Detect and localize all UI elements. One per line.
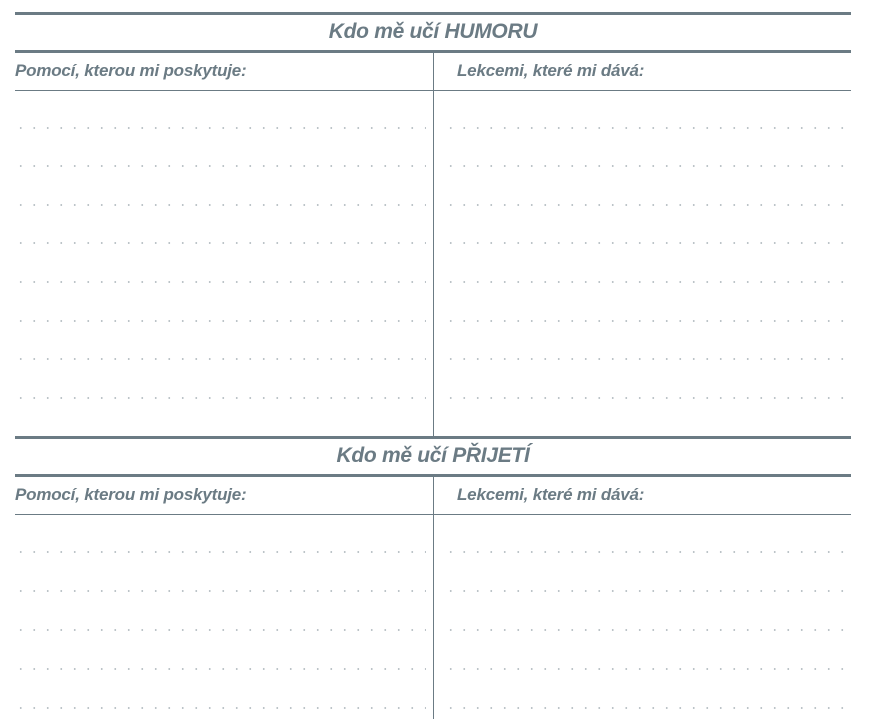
- section-2-right-dotted-line-5[interactable]: [444, 707, 854, 709]
- section-2-left-dotted-line-1[interactable]: [14, 551, 426, 553]
- section-1-left-dotted-line-3[interactable]: [14, 204, 426, 206]
- section-1-right-dotted-line-2[interactable]: [444, 165, 854, 167]
- section-2-right-dotted-line-1[interactable]: [444, 551, 854, 553]
- section-2-title: Kdo mě učí PŘIJETÍ: [336, 444, 530, 467]
- section-1-left-dotted-line-1[interactable]: [14, 127, 426, 129]
- section-2-right-dotted-line-3[interactable]: [444, 629, 854, 631]
- section-1-left-dotted-line-2[interactable]: [14, 165, 426, 167]
- section-2-right-dotted-line-4[interactable]: [444, 668, 854, 670]
- section-1-right-dotted-line-6[interactable]: [444, 320, 854, 322]
- section-1-left-dotted-line-8[interactable]: [14, 397, 426, 399]
- section-2-right-header: Lekcemi, které mi dává:: [457, 485, 645, 504]
- section-1-left-dotted-line-7[interactable]: [14, 358, 426, 360]
- section-1-right-dotted-line-1[interactable]: [444, 127, 854, 129]
- section-2-left-dotted-line-2[interactable]: [14, 590, 426, 592]
- section-1-title: Kdo mě učí HUMORU: [328, 20, 538, 43]
- section-2-top-rule: [15, 436, 851, 439]
- section-2-right-dotted-line-2[interactable]: [444, 590, 854, 592]
- section-2-left-dotted-line-3[interactable]: [14, 629, 426, 631]
- section-1-top-rule: [15, 12, 851, 15]
- section-1-right-dotted-line-7[interactable]: [444, 358, 854, 360]
- section-2-left-dotted-line-5[interactable]: [14, 707, 426, 709]
- section-1-right-dotted-line-5[interactable]: [444, 281, 854, 283]
- section-1-left-dotted-line-6[interactable]: [14, 320, 426, 322]
- section-1-right-dotted-line-8[interactable]: [444, 397, 854, 399]
- section-1-right-header: Lekcemi, které mi dává:: [457, 61, 645, 80]
- section-1-left-dotted-line-4[interactable]: [14, 242, 426, 244]
- section-1-left-dotted-line-5[interactable]: [14, 281, 426, 283]
- section-2-column-divider: [433, 476, 434, 719]
- section-1-left-header: Pomocí, kterou mi poskytuje:: [15, 61, 247, 80]
- section-2-left-dotted-line-4[interactable]: [14, 668, 426, 670]
- section-1-right-dotted-line-3[interactable]: [444, 204, 854, 206]
- section-1-column-divider: [433, 52, 434, 436]
- section-2-left-header: Pomocí, kterou mi poskytuje:: [15, 485, 247, 504]
- section-1-right-dotted-line-4[interactable]: [444, 242, 854, 244]
